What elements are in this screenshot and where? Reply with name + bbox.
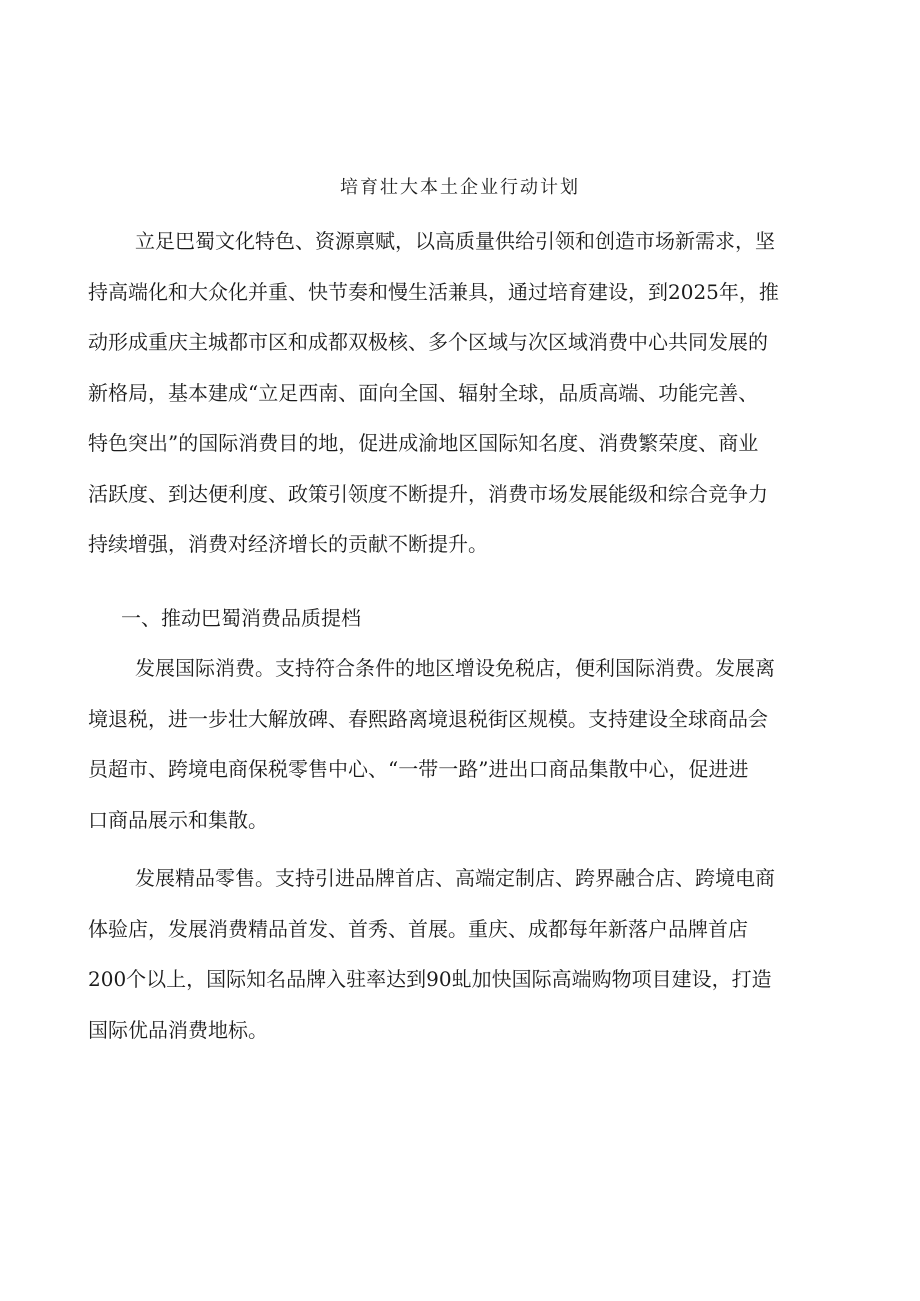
paragraph-line: 体验店，发展消费精品首发、首秀、首展。重庆、成都每年新落户品牌首店: [88, 916, 748, 941]
paragraph-line: 持高端化和大众化并重、快节奏和慢生活兼具，通过培育建设，到2025年，推: [88, 279, 779, 304]
paragraph-line: 发展国际消费。支持符合条件的地区增设免税店，便利国际消费。发展离: [135, 656, 775, 680]
paragraph-line: 新格局，基本建成“立足西南、面向全国、辐射全球，品质高端、功能完善、: [88, 380, 759, 405]
intro-paragraph: [88, 216, 838, 570]
paragraph-line: 持续增强，消费对经济增长的贡献不断提升。: [88, 532, 488, 556]
paragraph-line: 立足巴蜀文化特色、资源禀赋，以高质量供给引领和创造市场新需求，坚: [135, 229, 775, 253]
paragraph-line: 发展精品零售。支持引进品牌首店、高端定制店、跨界融合店、跨境电商: [135, 866, 775, 890]
document-title: 培育壮大本土企业行动计划: [340, 177, 580, 198]
paragraph-line: 口商品展示和集散。: [88, 807, 268, 832]
paragraph-line: 200个以上，国际知名品牌入驻率达到90虬加快国际高端购物项目建设，打造: [88, 967, 772, 991]
section1-paragraph-2: [88, 853, 838, 1055]
section1-paragraph-1: [88, 643, 838, 845]
paragraph-line: 境退税，进一步壮大解放碑、春熙路离境退税街区规模。支持建设全球商品会: [88, 706, 768, 731]
paragraph-line: 员超市、跨境电商保税零售中心、“一带一路”进出口商品集散中心，促进进: [88, 757, 749, 781]
section-heading: 一、推动巴蜀消费品质提档: [121, 606, 361, 630]
paragraph-line: 国际优品消费地标。: [88, 1017, 268, 1042]
paragraph-line: 动形成重庆主城都市区和成都双极核、多个区域与次区域消费中心共同发展的: [88, 330, 768, 354]
paragraph-line: 特色突出”的国际消费目的地，促进成渝地区国际知名度、消费繁荣度、商业: [88, 431, 759, 455]
paragraph-line: 活跃度、到达便利度、政策引领度不断提升，消费市场发展能级和综合竞争力: [88, 481, 768, 506]
